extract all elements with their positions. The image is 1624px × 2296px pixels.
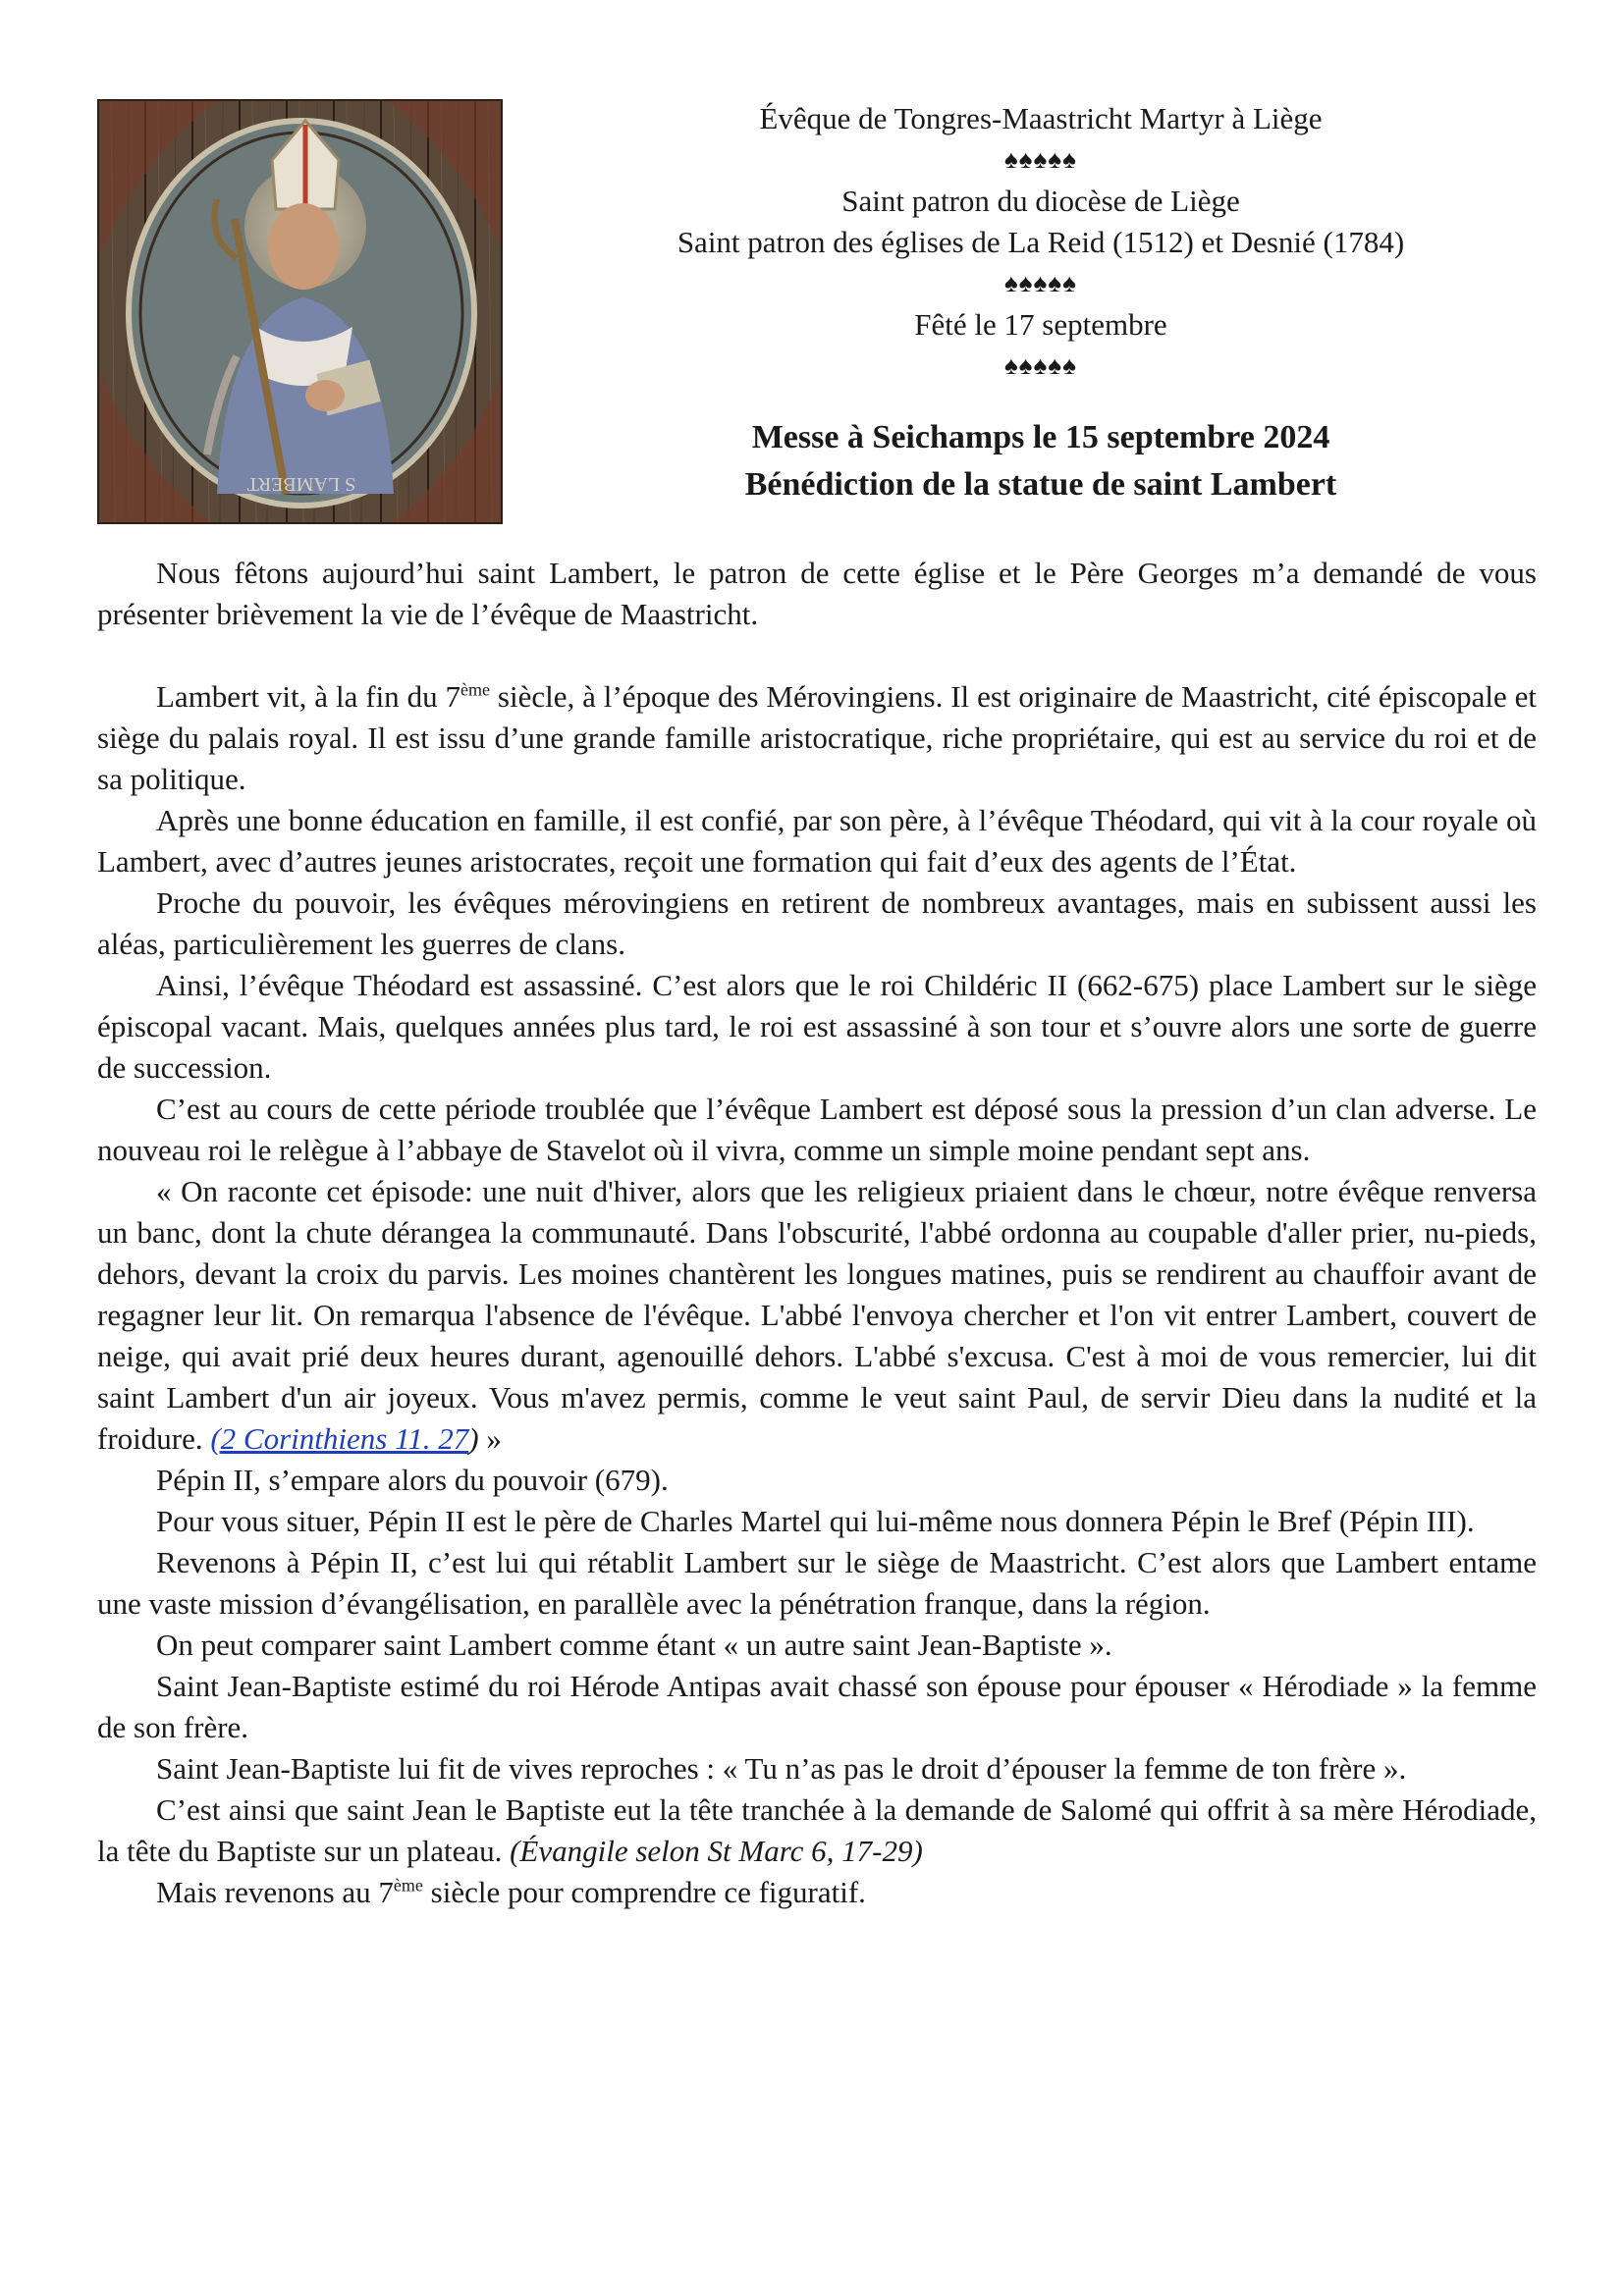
document-title: Messe à Seichamps le 15 septembre 2024	[751, 419, 1330, 455]
header-patron-churches: Saint patron des églises de La Reid (1512) et Desnié (1784)	[677, 225, 1405, 259]
body-text	[97, 553, 1537, 1913]
link-paren-open: (	[210, 1421, 221, 1456]
link-label: 2 Corinthiens 11. 27	[220, 1421, 469, 1456]
header-subtitle: Évêque de Tongres-Maastricht Martyr à Liège	[759, 101, 1323, 135]
paragraph: Saint Jean-Baptiste lui fit de vives reproches : « Tu n’as pas le droit d’épouser la femme de ton frère ».	[156, 1751, 1407, 1786]
text-run: siècle pour comprendre ce figuratif.	[422, 1875, 866, 1909]
paragraph	[97, 676, 1537, 800]
saint-lambert-portrait	[97, 99, 503, 524]
header-block	[550, 98, 1532, 508]
paragraph: Pour vous situer, Pépin II est le père de Charles Martel qui lui-même nous donnera Pépin le Bref (Pépin III).	[156, 1504, 1475, 1538]
paragraph: Proche du pouvoir, les évêques mérovingiens en retirent de nombreux avantages, mais en subissent aussi les aléas, particulièrement les guerres de clans.	[97, 885, 1537, 961]
paragraph	[97, 1171, 1537, 1460]
paragraph	[97, 1789, 1537, 1872]
text-run: Lambert vit, à la fin du 7	[156, 679, 460, 714]
paragraph	[97, 1872, 1537, 1913]
bible-reference-link[interactable]	[210, 1421, 468, 1456]
paragraph: On peut comparer saint Lambert comme étant « un autre saint Jean-Baptiste ».	[156, 1628, 1112, 1662]
citation-paren-close: )	[468, 1421, 479, 1456]
header-patron-diocese: Saint patron du diocèse de Liège	[841, 184, 1240, 218]
paragraph: Après une bonne éducation en famille, il est confié, par son père, à l’évêque Théodard, qui vit à la cour royale où Lambert, avec d’autres jeunes aristocrates, reçoit une formation qui fait d’eux des agents de l’État.	[97, 803, 1537, 879]
ornament-spades: ♠♠♠♠♠	[1003, 269, 1078, 297]
superscript: ème	[460, 679, 490, 700]
text-run: »	[478, 1421, 502, 1456]
text-run: siècle, à l’époque des Mérovingiens. Il est originaire de Maastricht, cité épiscopale et siège du palais royal. Il est issu d’une grande famille aristocratique, riche propriétaire, qui est au service du roi et de sa politique.	[97, 679, 1537, 796]
ornament-spades: ♠♠♠♠♠	[1003, 351, 1078, 380]
paragraph: C’est au cours de cette période troublée que l’évêque Lambert est déposé sous la pression d’un clan adverse. Le nouveau roi le relègue à l’abbaye de Stavelot où il vivra, comme un simple moine pendant sept ans.	[97, 1092, 1537, 1167]
paragraph: Saint Jean-Baptiste estimé du roi Hérode Antipas avait chassé son épouse pour épouser « Hérodiade » la femme de son frère.	[97, 1669, 1537, 1744]
text-run: « On raconte cet épisode: une nuit d'hiver, alors que les religieux priaient dans le chœur, notre évêque renversa un banc, dont la chute dérangea la communauté. Dans l'obscurité, l'abbé ordonna au coupable d'aller prier, nu-pieds, dehors, devant la croix du parvis. Les moines chantèrent les longues matines, puis se rendirent au chauffoir avant de regagner leur lit. On remarqua l'absence de l'évêque. L'abbé l'envoya chercher et l'on vit entrer Lambert, couvert de neige, qui avait prié deux heures durant, agenouillé dehors. L'abbé s'excusa. C'est à moi de vous remercier, lui dit saint Lambert d'un air joyeux. Vous m'avez permis, comme le veut saint Paul, de servir Dieu dans la nudité et la froidure.	[97, 1174, 1537, 1456]
portrait-caption: S LAMBERT	[246, 473, 356, 495]
gospel-citation: (Évangile selon St Marc 6, 17-29)	[510, 1834, 923, 1868]
text-run: C’est ainsi que saint Jean le Baptiste eut la tête tranchée à la demande de Salomé qui offrit à sa mère Hérodiade, la tête du Baptiste sur un plateau.	[97, 1792, 1537, 1868]
superscript: ème	[393, 1875, 423, 1896]
header-feast-date: Fêté le 17 septembre	[914, 307, 1167, 342]
paragraph: Nous fêtons aujourd’hui saint Lambert, le patron de cette église et le Père Georges m’a demandé de vous présenter brièvement la vie de l’évêque de Maastricht.	[97, 556, 1537, 631]
paragraph: Revenons à Pépin II, c’est lui qui rétablit Lambert sur le siège de Maastricht. C’est alors que Lambert entame une vaste mission d’évangélisation, en parallèle avec la pénétration franque, dans la région.	[97, 1545, 1537, 1621]
paragraph: Ainsi, l’évêque Théodard est assassiné. C’est alors que le roi Childéric II (662-675) place Lambert sur le siège épiscopal vacant. Mais, quelques années plus tard, le roi est assassiné à son tour et s’ouvre alors une sorte de guerre de succession.	[97, 968, 1537, 1085]
text-run: Mais revenons au 7	[156, 1875, 394, 1909]
document-subtitle: Bénédiction de la statue de saint Lambert	[744, 466, 1337, 503]
portrait-image	[99, 101, 503, 524]
ornament-spades: ♠♠♠♠♠	[1003, 145, 1078, 174]
paragraph: Pépin II, s’empare alors du pouvoir (679).	[156, 1463, 669, 1497]
